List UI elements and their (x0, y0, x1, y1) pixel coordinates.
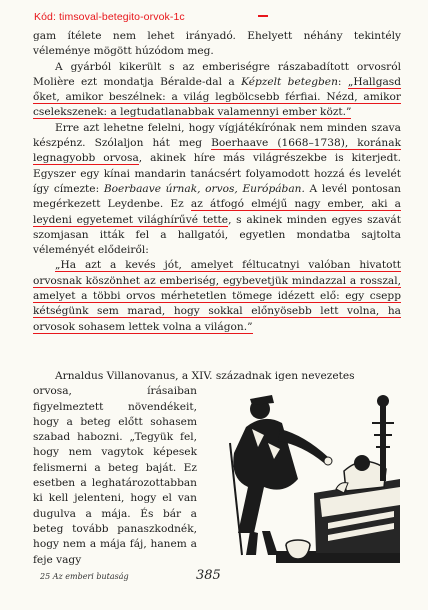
footer-book-title: 25 Az emberi butaság (40, 572, 129, 581)
paragraph-1: gam ítélete nem lehet irányadó. Ehelyett néhány tekintély véleménye mögött húzódom meg. (33, 30, 401, 58)
p3-text-c: A levél pontosan megérkezett Leydenbe. Ez (33, 182, 401, 211)
document-code-label: Kód: timsoval-betegito-orvok-1c (34, 11, 185, 23)
p4-underlined-quote: „Ha azt a kevés jót, amelyet féltucatnyi valóban hivatott orvosnak köszönhet az emberiség, egybevetjük mindazzal a rosszal, amelyet a többi orvos mérhetetlen tömege idézett elő: egy csepp kétségünk sem marad, hogy sokkal előnyösebb lett volna, ha orvosok sohasem lettek volna a világon.” (33, 259, 401, 333)
p5-rest: orvosa, írásaiban figyelmeztett növendékeit, hogy a beteg előtt sohasem szabad habozni. „Tegyük fel, hogy nem vagytok képesek felismerni a beteg baját. Ez esetben a leghatározottabban ki kell jelenteni, hogy el van dugulva a mája. És bár a beteg tovább panaszkodnék, hogy nem a mája fáj, hanem a feje vagy (33, 385, 197, 566)
red-mark (258, 15, 268, 17)
page-number: 385 (196, 568, 221, 583)
p5-first-line: Arnaldus Villanovanus, a XIV. századnak igen nevezetes (55, 370, 355, 382)
p2-text-a: A gyárból kikerült s az emberiségre rászabadított orvosról Molière ezt mondatja Béralde-dal a (33, 60, 401, 88)
p3-text-b: , akinek híre más világrészekbe is kiterjedt. Egyszer egy kínai mandarin tanácsért folyamodott hozzá és levelét így címezte: (33, 152, 401, 195)
p2-underlined-quote: „Hallgasd őket, amikor beszélnek: a világ legbölcsebb férfiai. Nézd, amikor cselekszenek: a legtudatlanabbak valamennyi ember közt.” (33, 75, 402, 119)
p2-text-b: : (337, 75, 348, 88)
paragraph-2 (33, 60, 401, 121)
p3-underlined-great-man: az átfogó elméjű nagy ember, aki a leydeni egyetemet világhírűvé tette (33, 198, 401, 226)
paragraph-5-first-line (33, 369, 401, 384)
doctor-illustration (224, 383, 400, 573)
paragraph-3 (33, 121, 401, 259)
p3-italic-address: Boerbaave úrnak, orvos, Európában. (103, 182, 305, 195)
p2-italic-title: Képzelt betegben (241, 75, 338, 88)
paragraph-4-quote (33, 258, 401, 334)
paragraph-5-column (33, 384, 197, 568)
main-text-block (33, 29, 401, 335)
p3-underlined-boerhaave: Boerhaave (1668–1738), korának legnagyobb orvosa (33, 137, 401, 165)
p3-text-a: Erre azt lehetne felelni, hogy vígjátékírónak nem minden szava készpénz. Szólaljon hát meg (33, 121, 401, 150)
p3-text-d: , s akinek minden egyes szavát szomjasan itták fel a hallgatói, egyetlen mondatba sajtolta véleményét elődeiről: (33, 213, 401, 257)
